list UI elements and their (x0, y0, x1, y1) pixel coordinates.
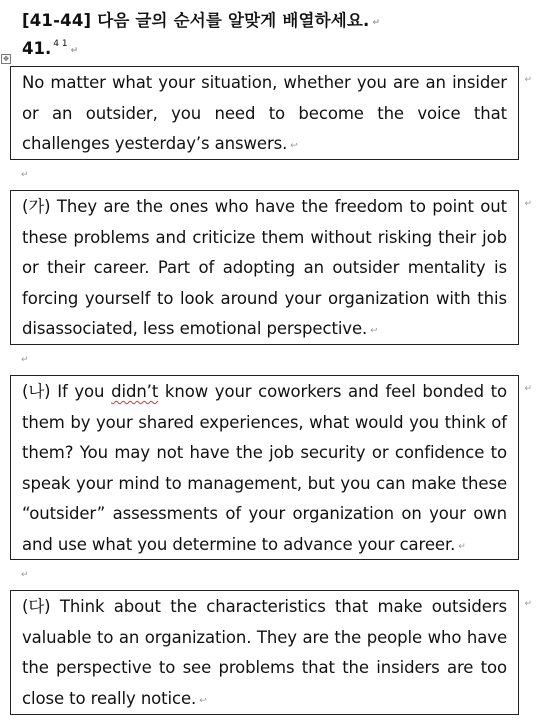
instruction-header (22, 7, 380, 31)
spellcheck-flagged-word[interactable]: didn’t (111, 382, 159, 401)
row-end-mark: ↵ (524, 75, 532, 85)
passage-da-box (10, 590, 532, 715)
return-mark: ↩ (199, 695, 207, 706)
question-number-label: 41. (22, 39, 52, 58)
passage-ga-text: They are the ones who have the freedom to point out these problems and criticize them without risking their job or their career. Part of adopting an outsider mentality is forcing yourself to look around your organization with this disassociated, less emotional perspective. (22, 197, 507, 338)
passage-da-text: Think about the characteristics that make outsiders valuable to an organization. They are the people who have the perspective to see problems that the insiders are too close to really notice. (22, 597, 507, 708)
paragraph-mark: ↵ (372, 18, 381, 28)
table-move-handle[interactable]: ✥ (1, 54, 11, 64)
passage-da-label: (다) (22, 597, 51, 616)
return-mark: ↩ (370, 326, 378, 336)
intro-box (10, 66, 532, 160)
row-end-mark: ↵ (524, 199, 532, 209)
paragraph-mark: ↵ (21, 355, 29, 365)
paragraph-mark: ↵ (21, 570, 29, 580)
paragraph-mark: ↵ (70, 46, 79, 56)
row-end-mark: ↵ (524, 384, 532, 394)
instruction-title: [41-44] 다음 글의 순서를 알맞게 배열하세요. (22, 11, 370, 30)
paragraph-mark: ↵ (21, 170, 29, 180)
passage-na-text-before: If you (50, 382, 112, 401)
return-mark: ↩ (290, 141, 298, 151)
passage-na-box (10, 375, 532, 560)
passage-na-text-after: know your coworkers and feel bonded to them by your shared experiences, what would you think of them? You may not have the job security or confidence to speak your mind to management, but you can make these “outsider” assessments of your organization on your own and use what you determine to advance your career. (22, 382, 508, 554)
passage-ga-box (10, 190, 532, 345)
row-end-mark: ↵ (524, 599, 532, 609)
return-mark: ↵ (458, 541, 466, 552)
intro-text: No matter what your situation, whether you are an insider or an outsider, you need to become the voice that challenges yesterday’s answers. (22, 73, 507, 153)
question-number (22, 39, 78, 58)
passage-na-label: (나) (22, 382, 51, 401)
passage-ga-label: (가) (22, 197, 51, 216)
question-superscript: 4 1 (53, 39, 68, 49)
